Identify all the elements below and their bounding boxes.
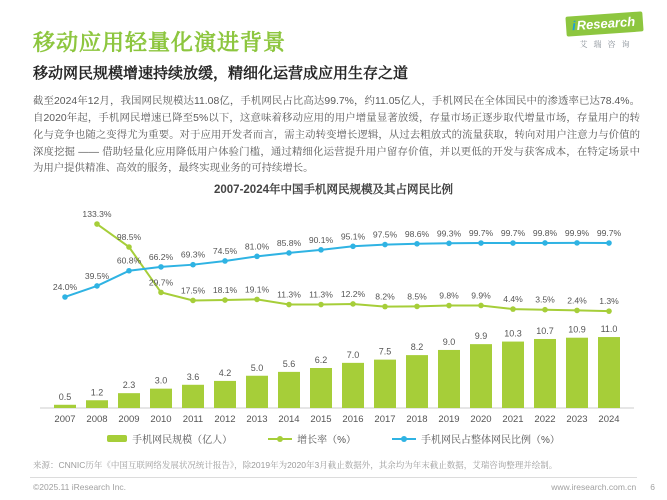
line-point [222,297,228,303]
chart-title: 2007-2024年中国手机网民规模及其占网民比例 [214,184,453,196]
page-footer [33,482,655,492]
line-point [190,298,196,304]
x-tick-label: 2015 [310,414,332,425]
x-tick-label: 2018 [406,414,428,425]
line-value-label: 2.4% [567,295,587,306]
line-point [510,240,516,246]
x-tick-label: 2010 [150,414,172,425]
source-note: 来源：CNNIC历年《中国互联网络发展状况统计报告》，除2019年为2020年3月截止数据外，其余均为年末截止数据，艾瑞咨询整理并绘制。 [33,460,558,470]
line-value-label: 18.1% [212,285,238,296]
bar-2019 [438,350,460,408]
bar-2018 [406,355,428,408]
line-point [606,308,612,314]
bar-value-label: 11.0 [600,324,618,335]
line-point [158,290,164,296]
legend-label-bar: 手机网民规模（亿人） [132,435,233,446]
bar-value-label: 0.5 [58,391,72,402]
x-tick-label: 2009 [118,414,140,425]
x-tick-label: 2007 [54,414,76,425]
bar-value-label: 6.2 [314,355,328,366]
bar-value-label: 8.2 [410,342,424,353]
bar-2022 [534,339,556,408]
x-tick-label: 2013 [246,414,268,425]
green-line-swatch-icon [268,438,292,440]
line-point [254,254,260,260]
legend-label-ratio: 手机网民占整体网民比例（%） [421,435,560,446]
line-point [94,221,100,227]
line-value-label: 66.2% [148,251,174,262]
bar-2007 [54,405,76,408]
x-tick-label: 2023 [566,414,588,425]
line-value-label: 99.8% [532,227,558,238]
line-point [510,306,516,312]
bar-2023 [566,338,588,408]
x-tick-label: 2008 [86,414,108,425]
line-value-label: 29.7% [148,277,174,288]
line-value-label: 85.8% [276,237,302,248]
line-value-label: 95.1% [340,231,366,242]
bar-value-label: 2.3 [122,380,136,391]
page-number: 6 [650,482,655,492]
x-tick-label: 2020 [470,414,492,425]
line-point [158,264,164,270]
iresearch-logo [561,14,649,50]
bar-value-label: 3.0 [154,375,168,386]
line-value-label: 99.7% [596,228,622,239]
bar-value-label: 5.0 [250,362,264,373]
line-value-label: 19.1% [244,284,270,295]
x-tick-label: 2016 [342,414,364,425]
line-value-label: 9.8% [439,290,459,301]
line-point [318,247,324,253]
line-value-label: 1.3% [599,296,619,307]
line-value-label: 9.9% [471,290,491,301]
line-point [446,240,452,246]
line-point [478,240,484,246]
bar-value-label: 1.2 [90,387,104,398]
line-point [190,262,196,268]
line-value-label: 4.4% [503,294,523,305]
x-tick-label: 2014 [278,414,300,425]
line-point [574,308,580,314]
line-value-label: 60.8% [116,255,142,266]
bar-2010 [150,389,172,408]
bar-2008 [86,400,108,408]
bar-swatch-icon [107,435,127,442]
growth-line [97,224,609,311]
line-value-label: 17.5% [180,285,206,296]
bar-2020 [470,344,492,408]
line-value-label: 8.5% [407,291,427,302]
line-value-label: 90.1% [308,234,334,245]
line-point [382,242,388,248]
line-point [606,240,612,246]
iresearch-logo-mark [566,11,644,36]
line-value-label: 81.0% [244,241,270,252]
line-point [382,304,388,310]
line-point [350,301,356,307]
line-value-label: 12.2% [340,288,366,299]
line-point [286,302,292,308]
line-point [414,304,420,310]
line-value-label: 99.9% [564,227,590,238]
bar-2017 [374,360,396,408]
legend-item-growth [268,431,356,446]
line-point [286,250,292,256]
x-tick-label: 2011 [182,414,204,425]
bar-2015 [310,368,332,408]
copyright-text: ©2025.11 iResearch Inc. [33,482,127,492]
x-tick-label: 2017 [374,414,396,425]
line-value-label: 99.7% [468,228,494,239]
bar-value-label: 4.2 [218,367,232,378]
line-point [318,302,324,308]
bar-value-label: 10.9 [568,324,586,335]
blue-line-swatch-icon [392,438,416,440]
bar-value-label: 5.6 [282,358,296,369]
intro-paragraph: 截至2024年12月，我国网民规模达11.08亿，手机网民占比高达99.7%，约11.05亿人，手机网民在全体国民中的渗透率已达78.4%。自2020年起，手机网民增速已降至5%以下，这意味着移动应用的用户增量显著放缓，存量市场正逐步取代增量市场，存量用户的转化与竞争也随之变得尤为重要。对于应用开发者而言，需主动转变增长逻辑，从过去粗放式的流量获取，转向对用户注意力与价值的深度挖掘 —— 借助轻量化应用降低用户体验门槛，通过精细化运营提升用户留存价值，并以更低的开发与获客成本，在特定场景中为用户提供精准、高效的服务，最终实现业务的可持续增长。 [33,96,640,175]
line-point [222,258,228,264]
bar-2012 [214,381,236,408]
line-point [126,268,132,274]
logo-cn-text: 艾瑞咨询 [579,40,636,49]
line-point [126,244,132,250]
line-value-label: 98.5% [116,231,142,242]
line-value-label: 8.2% [375,291,395,302]
ratio-line [65,243,609,297]
bar-2014 [278,372,300,408]
line-value-label: 3.5% [535,294,555,305]
line-value-label: 99.7% [500,228,526,239]
bar-2009 [118,393,140,408]
x-tick-label: 2022 [534,414,556,425]
footer-divider [30,477,637,478]
line-value-label: 11.3% [309,289,333,300]
bar-value-label: 10.3 [504,328,522,339]
line-value-label: 24.0% [52,281,78,292]
bar-value-label: 9.0 [442,336,456,347]
line-point [574,240,580,246]
line-value-label: 69.3% [180,249,206,260]
legend-item-bar [107,431,232,446]
bar-2021 [502,342,524,408]
page-subtitle: 移动网民规模增速持续放缓，精细化运营成应用生存之道 [33,65,409,82]
line-value-label: 97.5% [372,229,398,240]
bar-2013 [246,376,268,408]
bar-2016 [342,363,364,408]
x-tick-label: 2021 [502,414,524,425]
bar-2011 [182,385,204,408]
bar-2024 [598,337,620,408]
line-point [94,283,100,289]
line-point [62,294,68,300]
line-point [446,303,452,309]
line-point [414,241,420,247]
line-value-label: 99.3% [436,228,462,239]
logo-wordmark: Research [576,13,636,33]
line-value-label: 74.5% [212,245,238,256]
line-point [542,240,548,246]
line-point [478,303,484,309]
x-tick-label: 2012 [214,414,236,425]
legend-item-ratio [392,431,560,446]
bar-value-label: 9.9 [474,331,488,342]
line-value-label: 39.5% [84,270,110,281]
site-url[interactable]: www.iresearch.com.cn [551,482,637,492]
line-point [542,307,548,313]
bar-value-label: 7.0 [346,349,360,360]
page-title: 移动应用轻量化演进背景 [33,30,287,55]
line-point [254,297,260,303]
x-tick-label: 2019 [438,414,460,425]
line-value-label: 98.6% [404,228,430,239]
line-point [350,243,356,249]
line-value-label: 11.3% [277,289,301,300]
chart-legend [0,431,667,446]
bar-value-label: 3.6 [186,371,200,382]
logo-i-glyph: i [571,18,577,34]
line-value-label: 133.3% [82,209,112,220]
x-tick-label: 2024 [598,414,620,425]
legend-label-growth: 增长率（%） [297,435,356,446]
bar-value-label: 10.7 [536,325,554,336]
bar-value-label: 7.5 [378,346,392,357]
